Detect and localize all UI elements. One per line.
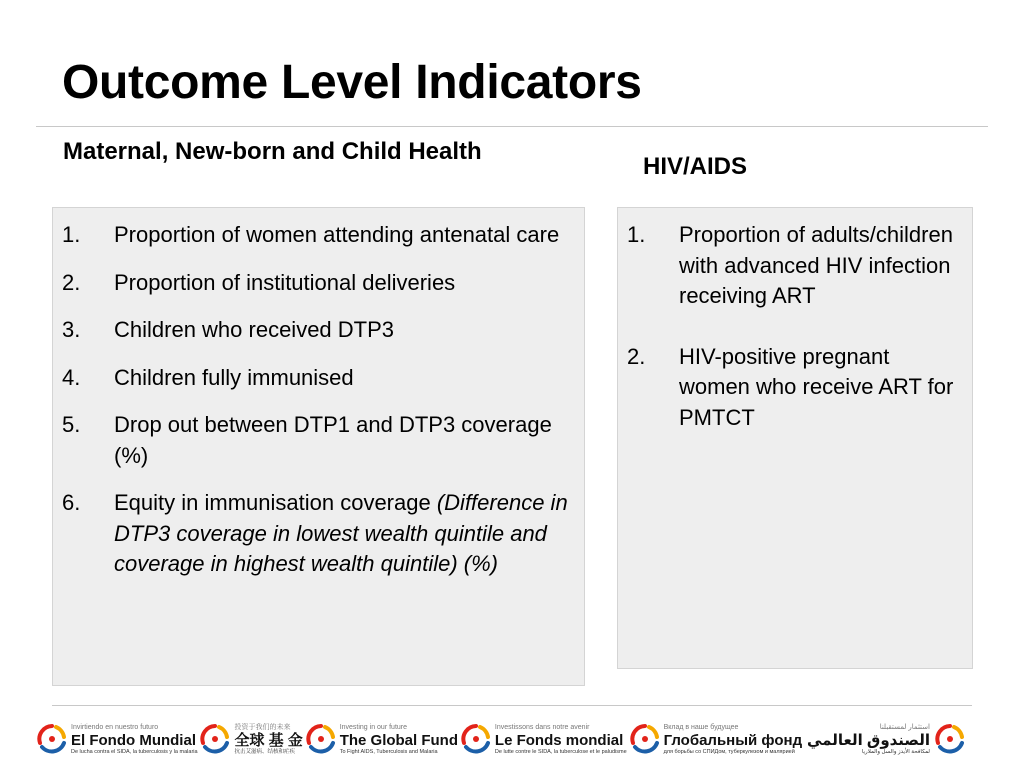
hiv-aids-indicators-panel <box>617 207 973 669</box>
item-number: 2. <box>627 343 646 369</box>
logo-tagline: Investing in our future <box>339 723 408 731</box>
logo-brand: Le Fonds mondial <box>494 731 624 749</box>
global-fund-swirl-icon <box>629 723 661 755</box>
logo-brand: 全球 基 金 <box>234 731 303 749</box>
list-item <box>62 220 572 251</box>
list-item <box>627 342 963 434</box>
global-fund-swirl-icon <box>934 723 966 755</box>
item-text: Proportion of adults/children with advanced HIV infection receiving ART <box>679 222 953 308</box>
item-number: 1. <box>62 222 81 247</box>
item-number: 6. <box>62 490 81 515</box>
list-item <box>62 268 572 299</box>
logo-spanish <box>36 723 198 756</box>
logo-subtitle: De lucha contra el SIDA, la tuberculosis y la malaria <box>71 748 198 755</box>
logo-subtitle: 抗击艾滋病、结核和疟疾 <box>234 748 295 755</box>
mnch-heading: Maternal, New-born and Child Health <box>63 138 482 165</box>
logo-tagline: Вклад в наше будущее <box>663 723 739 731</box>
item-italic-note: (Difference in DTP3 coverage in lowest wealth quintile and coverage in highest wealth quintile) (%) <box>114 490 568 576</box>
item-number: 3. <box>62 317 81 342</box>
logo-arabic <box>804 723 966 756</box>
mnch-indicators-panel <box>52 207 585 686</box>
logo-subtitle: для борьбы со СПИДом, туберкулезом и малярией <box>663 748 795 755</box>
title-divider <box>36 126 988 127</box>
list-item <box>62 315 572 346</box>
logo-subtitle: لمكافحة الأيدز والسل والملاريا <box>861 748 930 755</box>
list-item <box>62 410 572 471</box>
slide-title: Outcome Level Indicators <box>62 56 642 109</box>
item-text: Children fully immunised <box>114 364 354 390</box>
item-number: 2. <box>62 269 81 295</box>
logo-russian <box>629 723 803 756</box>
list-item <box>627 220 963 312</box>
logo-brand: The Global Fund <box>339 731 459 749</box>
logo-tagline: استثمار لمستقبلنا <box>879 723 930 731</box>
mnch-indicator-list <box>62 220 572 597</box>
logo-subtitle: To Fight AIDS, Tuberculosis and Malaria <box>339 748 438 755</box>
logo-tagline: Invirtiendo en nuestro futuro <box>71 723 159 731</box>
item-number: 5. <box>62 412 81 437</box>
footer-divider <box>52 705 972 706</box>
logo-tagline: Investissons dans notre avenir <box>494 723 590 731</box>
logo-brand: El Fondo Mundial <box>71 731 196 749</box>
global-fund-swirl-icon <box>305 723 337 755</box>
logo-subtitle: De lutte contre le SIDA, la tuberculose et le paludisme <box>494 748 627 755</box>
global-fund-swirl-icon <box>460 723 492 755</box>
hiv-aids-indicator-list <box>627 220 963 463</box>
list-item <box>62 363 572 394</box>
logo-brand: Глобальный фонд <box>663 731 803 749</box>
item-main-text: Equity in immunisation coverage <box>114 490 431 515</box>
item-text: Proportion of women attending antenatal care <box>114 222 560 247</box>
item-number: 4. <box>62 364 81 390</box>
logo-tagline: 投资于我们的未来 <box>234 723 291 731</box>
global-fund-swirl-icon <box>199 723 231 755</box>
logo-french <box>460 723 627 756</box>
item-text <box>114 488 572 580</box>
global-fund-swirl-icon <box>36 723 68 755</box>
logo-brand: الصندوق العالمي <box>807 731 930 749</box>
item-text: HIV-positive pregnant women who receive ART for PMTCT <box>679 343 954 430</box>
hiv-aids-heading: HIV/AIDS <box>643 153 748 180</box>
logo-english <box>305 723 458 756</box>
logo-chinese <box>199 723 302 756</box>
item-number: 1. <box>627 222 646 247</box>
item-text: Proportion of institutional deliveries <box>114 269 456 295</box>
list-item <box>62 488 572 580</box>
global-fund-logo-strip <box>36 714 966 764</box>
item-text: Drop out between DTP1 and DTP3 coverage (%) <box>114 412 552 468</box>
item-text: Children who received DTP3 <box>114 317 395 342</box>
